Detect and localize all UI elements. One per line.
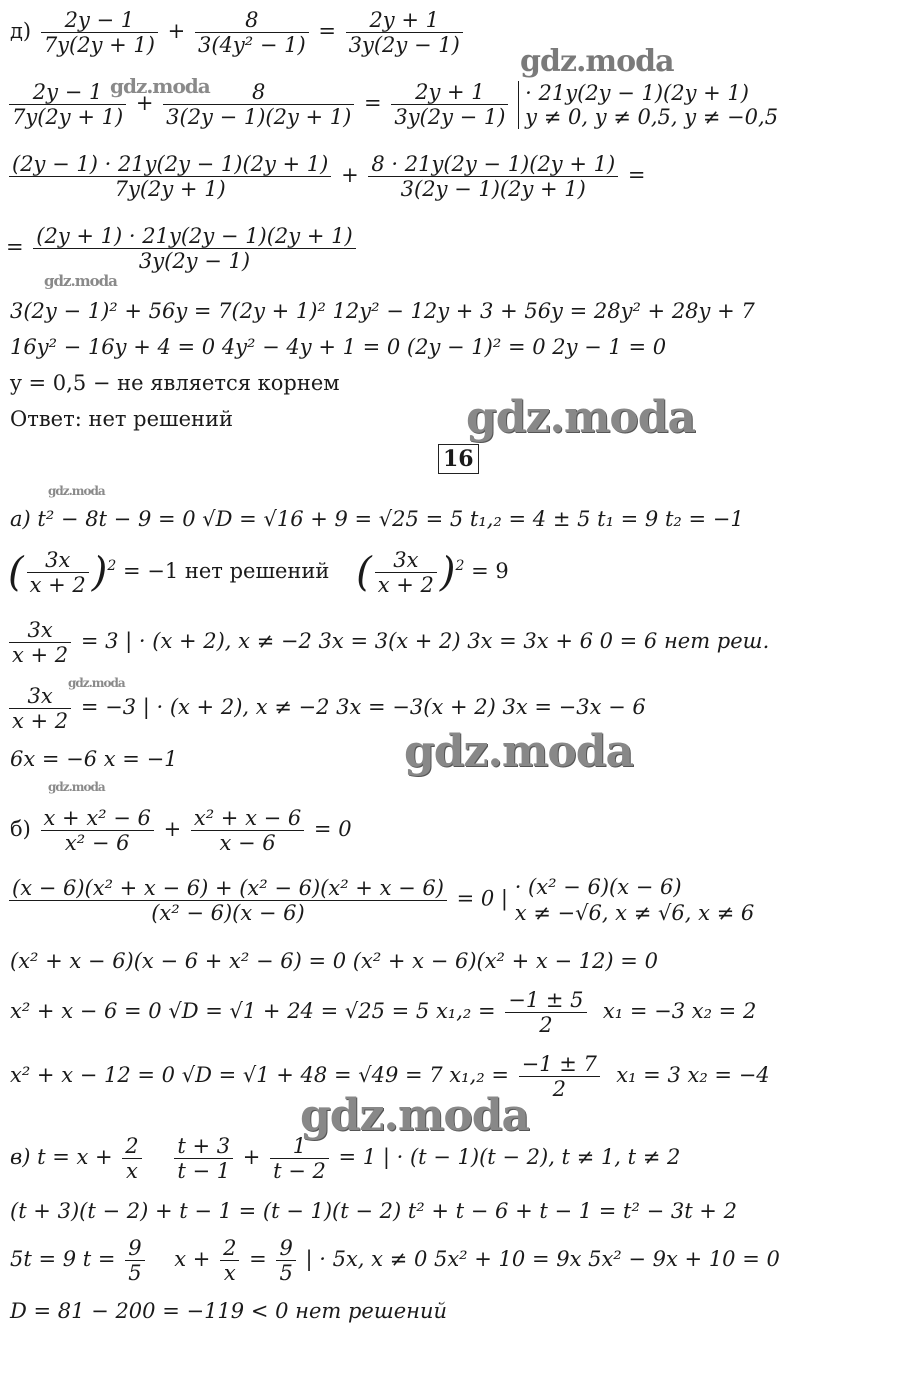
watermark: gdz.moda — [44, 272, 117, 290]
line-c3: 5t = 9 t = $\frac{9}{5}$ x + $\frac{2}{x}$ = $\frac{9}{5}$ | · 5x, x ≠ 0 5x² + 10 = 9x 5x² − 9x + 10 = 0 — [10, 1236, 780, 1285]
fraction: $\frac{1}{t - 2}$ — [270, 1134, 329, 1183]
fraction: $\frac{\text{x² + x − 6}}{x - 6}$ — [191, 806, 304, 855]
fraction: $\frac{(2y - 1) \cdot 21y(2y - 1)(2y + 1)}{7y(2y + 1)}$ — [9, 152, 331, 201]
line-d6: 16y² − 16y + 4 = 0 4y² − 4y + 1 = 0 (2y − 1)² = 0 2y − 1 = 0 — [10, 335, 667, 359]
watermark: gdz.moda — [300, 1090, 530, 1141]
line-a2: ( $\frac{3x}{x + 2}$ )$^2$ = −1 нет решений ( $\frac{3x}{x + 2}$ )$^2$ = 9 — [8, 548, 509, 597]
fraction: $\frac{8}{\text{3(4y² − 1)}}$ — [195, 8, 309, 57]
line-b5: x² + x − 12 = 0 √D = √1 + 48 = √49 = 7 x₁,₂ = $\frac{-1 \pm 7}{2}$ x₁ = 3 x₂ = −4 — [10, 1052, 770, 1101]
fraction: $\frac{2y - 1}{7y(2y + 1)}$ — [41, 8, 158, 57]
fraction: $\frac{3x}{x + 2}$ — [9, 684, 71, 733]
fraction: $\frac{2y - 1}{7y(2y + 1)}$ — [9, 80, 126, 129]
line-b4: x² + x − 6 = 0 √D = √1 + 24 = √25 = 5 x₁,₂ = $\frac{-1 \pm 5}{2}$ x₁ = −3 x₂ = 2 — [10, 988, 757, 1037]
line-a3: $\frac{3x}{x + 2}$ = 3 | · (x + 2), x ≠ −2 3x = 3(x + 2) 3x = 3x + 6 0 = 6 нет реш. — [6, 618, 769, 667]
line-a5: 6x = −6 x = −1 — [10, 747, 178, 771]
fraction: $\frac{3x}{x + 2}$ — [27, 548, 89, 597]
line-b1: б) $\frac{\text{x + x² − 6}}{\text{x² − 6}}$ + $\frac{\text{x² + x − 6}}{x - 6}$ = 0 — [10, 806, 352, 855]
line-d3: $\frac{(2y - 1) \cdot 21y(2y - 1)(2y + 1)}{7y(2y + 1)}$ + $\frac{8 \cdot 21y(2y - 1)(2y + 1)}{3(2y - 1)(2y + 1)}$ = — [6, 152, 645, 201]
fraction: $\frac{-1 \pm 5}{2}$ — [505, 988, 586, 1037]
line-d1: д) $\frac{2y - 1}{7y(2y + 1)}$ + $\frac{8}{\text{3(4y² − 1)}}$ = $\frac{2y + 1}{3y(2y - 1)}$ — [10, 8, 466, 57]
fraction: $\frac{9}{5}$ — [276, 1236, 295, 1285]
line-d5: 3(2y − 1)² + 56y = 7(2y + 1)² 12y² − 12y + 3 + 56y = 28y² + 28y + 7 — [10, 299, 755, 323]
condition: · 21y(2y − 1)(2y + 1) y ≠ 0, y ≠ 0,5, y ≠ −0,5 — [518, 81, 778, 129]
line-a4: $\frac{3x}{x + 2}$ = −3 | · (x + 2), x ≠ −2 3x = −3(x + 2) 3x = −3x − 6 — [6, 684, 646, 733]
line-a1: а) t² − 8t − 9 = 0 √D = √16 + 9 = √25 = 5 t₁,₂ = 4 ± 5 t₁ = 9 t₂ = −1 — [10, 507, 744, 531]
fraction: $\frac{8}{3(2y - 1)(2y + 1)}$ — [163, 80, 354, 129]
watermark: gdz.moda — [48, 484, 105, 498]
fraction: $\frac{2y + 1}{3y(2y - 1)}$ — [346, 8, 463, 57]
fraction: $\frac{(2y + 1) \cdot 21y(2y - 1)(2y + 1)}{3y(2y - 1)}$ — [33, 224, 355, 273]
watermark: gdz.moda — [466, 392, 696, 443]
line-b2: $\frac{\text{(x − 6)(x² + x − 6) + (x² − 6)(x² + x − 6)}}{\text{(x² − 6)(x − 6)}}$ = 0 | · (x² − 6)(x − 6) x ≠ −√6, x ≠ √6, x ≠ 6 — [6, 874, 754, 926]
fraction: $\frac{9}{5}$ — [125, 1236, 144, 1285]
fraction: $\frac{t + 3}{t - 1}$ — [174, 1134, 233, 1183]
fraction: $\frac{2y + 1}{3y(2y - 1)}$ — [391, 80, 508, 129]
watermark: gdz.moda — [110, 74, 210, 98]
fraction: $\frac{\text{(x − 6)(x² + x − 6) + (x² − 6)(x² + x − 6)}}{\text{(x² − 6)(x − 6)}}$ — [9, 876, 447, 925]
watermark: gdz.moda — [68, 676, 125, 690]
line-d4: = $\frac{(2y + 1) \cdot 21y(2y - 1)(2y + 1)}{3y(2y - 1)}$ — [6, 224, 359, 273]
fraction: $\frac{3x}{x + 2}$ — [375, 548, 437, 597]
watermark: gdz.moda — [520, 44, 674, 79]
watermark: gdz.moda — [48, 780, 105, 794]
fraction: $\frac{-1 \pm 7}{2}$ — [519, 1052, 600, 1101]
fraction: $\frac{8 \cdot 21y(2y - 1)(2y + 1)}{3(2y - 1)(2y + 1)}$ — [368, 152, 618, 201]
watermark: gdz.moda — [404, 726, 634, 777]
fraction: $\frac{2}{x}$ — [220, 1236, 239, 1285]
line-c4: D = 81 − 200 = −119 < 0 нет решений — [10, 1299, 448, 1323]
line-c1: в) t = x + $\frac{2}{x}$ $\frac{t + 3}{t - 1}$ + $\frac{1}{t - 2}$ = 1 | · (t − 1)(t − 2), t ≠ 1, t ≠ 2 — [10, 1134, 681, 1183]
line-d2: $\frac{2y - 1}{7y(2y + 1)}$ + $\frac{8}{3(2y - 1)(2y + 1)}$ = $\frac{2y + 1}{3y(2y - 1)}$ · 21y(2y − 1)(2y + 1) y ≠ 0, y ≠ 0,5, y ≠ −0,5 — [6, 80, 778, 129]
item-label-d: д) — [10, 19, 32, 43]
line-d7: y = 0,5 − не является корнем — [10, 371, 340, 395]
fraction: $\frac{3x}{x + 2}$ — [9, 618, 71, 667]
fraction: $\frac{2}{x}$ — [122, 1134, 141, 1183]
answer-line: Ответ: нет решений — [10, 407, 233, 431]
line-b3: (x² + x − 6)(x − 6 + x² − 6) = 0 (x² + x − 6)(x² + x − 12) = 0 — [10, 949, 658, 973]
fraction: $\frac{\text{x + x² − 6}}{\text{x² − 6}}$ — [41, 806, 154, 855]
line-c2: (t + 3)(t − 2) + t − 1 = (t − 1)(t − 2) t² + t − 6 + t − 1 = t² − 3t + 2 — [10, 1199, 737, 1223]
task-number: 16 — [438, 444, 479, 474]
